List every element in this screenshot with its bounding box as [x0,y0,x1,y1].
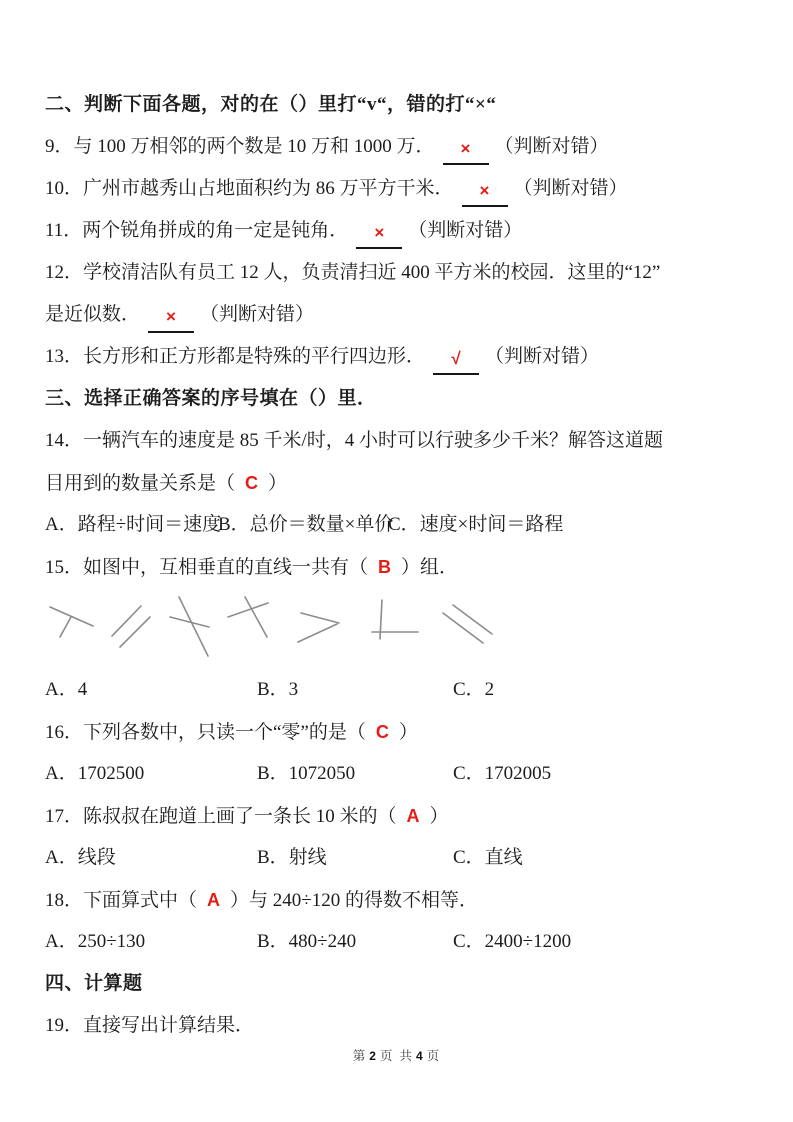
choice-item-18-stem [45,879,763,921]
judge-item-11-answer-blank [356,221,402,249]
judge-item-13 [45,336,763,378]
judge-item-10-text: 10．广州市越秀山占地面积约为 86 万平方干米． [45,178,454,199]
perpendicular-lines-figure [45,588,763,669]
option-18-c: C．2400÷1200 [453,931,572,952]
footer-label-gong: 共 [399,1049,414,1063]
judge-item-11-tail: （判断对错） [408,220,523,241]
choice-item-16-answer: C [375,722,389,742]
calc-item-19-text: 19．直接写出计算结果． [45,1015,255,1036]
judge-item-12-line1 [45,252,763,294]
choice-item-18-pre: 18．下面算式中（ [45,890,198,911]
option-18-b: B．480÷240 [257,931,357,952]
choice-item-18-options [45,921,763,963]
judge-item-10-tail: （判断对错） [513,178,628,199]
section-choice-heading: 三、选择正确答案的序号填在（）里． [45,388,377,409]
option-16-b: B．1072050 [257,763,356,784]
judge-item-9-text: 9．与 100 万相邻的两个数是 10 万和 1000 万． [45,136,435,157]
choice-item-16-stem [45,711,763,753]
judge-item-12-text-line2: 是近似数． [45,304,141,325]
choice-item-15-stem [45,546,763,588]
option-15-c: C．2 [453,679,495,700]
choice-item-14-answer: C [245,473,259,493]
calc-item-19 [45,1005,763,1047]
option-16-a: A．1702500 [45,763,145,784]
choice-item-16-post: ） [398,722,418,743]
figure-15-svg [45,592,525,662]
choice-item-17-options [45,837,763,879]
choice-item-17-post: ） [429,806,449,827]
option-15-b: B．3 [257,679,299,700]
judge-item-12-mark: × [166,307,176,326]
option-17-c: C．直线 [453,847,523,868]
option-17-b: B．射线 [257,847,327,868]
option-17-a: A．线段 [45,847,116,868]
footer-label-ye1: 页 [379,1049,394,1063]
judge-item-13-mark: √ [451,349,461,368]
option-14-a: A．路程÷时间＝速度 [45,514,222,535]
choice-item-14-line2 [45,462,763,504]
choice-item-17-answer: A [406,806,420,826]
judge-item-9-tail: （判断对错） [494,136,609,157]
choice-item-18-answer: A [207,890,221,910]
choice-item-16-options [45,753,763,795]
choice-item-15-options [45,669,763,711]
choice-item-14-text: 14．一辆汽车的速度是 85 千米/时，4 小时可以行驶多少千米？解答这道题 [45,430,664,451]
choice-item-15-post: ）组． [401,557,459,578]
judge-item-12-text-line1: 12．学校清洁队有员工 12 人，负责清扫近 400 平方米的校园．这里的“12” [45,262,661,283]
judge-item-9-answer-blank [443,137,489,165]
judge-item-9-mark: × [460,139,471,158]
choice-item-16-pre: 16．下列各数中，只读一个“零”的是（ [45,722,366,743]
choice-item-15-answer: B [378,557,392,577]
choice-item-14-line1 [45,420,763,462]
judge-item-11-text: 11．两个锐角拼成的角一定是钝角． [45,220,349,241]
choice-item-15-pre: 15．如图中，互相垂直的直线一共有（ [45,557,369,578]
section-calc-heading: 四、计算题 [45,973,143,994]
footer-page-number: 2 [369,1049,377,1063]
footer-label-di: 第 [352,1049,367,1063]
judge-item-12-line2 [45,294,763,336]
footer-total-pages: 4 [416,1049,424,1063]
judge-item-12-tail: （判断对错） [200,304,315,325]
option-18-a: A．250÷130 [45,931,146,952]
choice-item-18-post: ）与 240÷120 的得数不相等． [230,890,478,911]
judge-item-11 [45,210,763,252]
judge-item-13-text: 13．长方形和正方形都是特殊的平行四边形． [45,346,426,367]
section-judge-heading: 二、判断下面各题，对的在（）里打“v“，错的打“×“ [45,94,497,115]
footer-label-ye2: 页 [426,1049,441,1063]
judge-item-10 [45,168,763,210]
option-16-c: C．1702005 [453,763,552,784]
choice-item-14-post: ） [268,473,288,494]
judge-item-11-mark: × [374,223,385,242]
judge-item-10-mark: × [479,181,490,200]
judge-item-13-answer-blank [433,347,479,375]
page-footer [0,1046,793,1064]
judge-item-9 [45,126,763,168]
option-14-c: C．速度×时间＝路程 [388,514,564,535]
choice-item-14-options [45,504,763,546]
option-15-a: A．4 [45,679,88,700]
choice-item-17-pre: 17．陈叔叔在跑道上画了一条长 10 米的（ [45,806,397,827]
judge-item-10-answer-blank [462,179,508,207]
judge-item-13-tail: （判断对错） [485,346,600,367]
option-14-b: B．总价＝数量×单价 [218,514,394,535]
choice-item-17-stem [45,795,763,837]
choice-item-14-pre: 目用到的数量关系是（ [45,473,236,494]
judge-item-12-answer-blank [148,305,194,333]
